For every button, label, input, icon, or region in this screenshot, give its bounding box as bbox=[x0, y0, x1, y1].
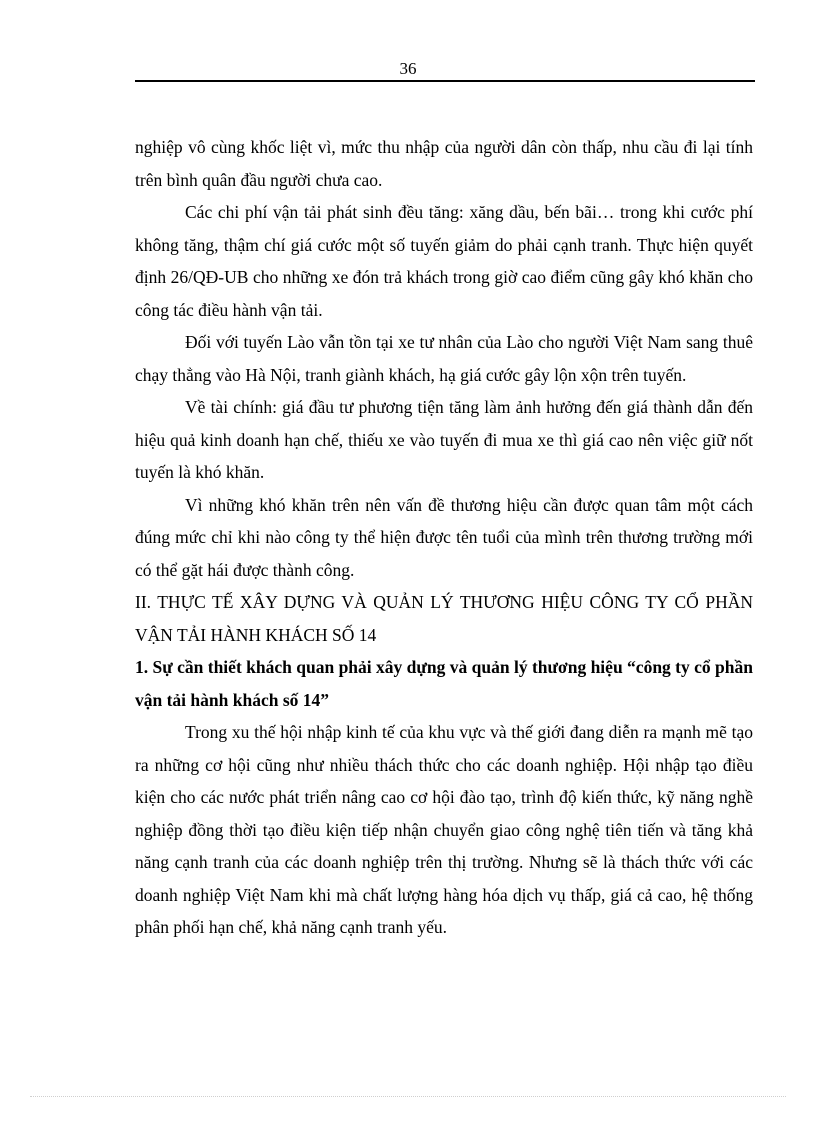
subsection-heading: 1. Sự cần thiết khách quan phải xây dựng và quản lý thương hiệu “công ty cổ phần vận tải hành khách số 14” bbox=[135, 657, 753, 710]
paragraph-integration: Trong xu thế hội nhập kinh tế của khu vực và thế giới đang diễn ra mạnh mẽ tạo ra những cơ hội cũng như nhiều thách thức cho các doanh nghiệp. Hội nhập tạo điều kiện cho các nước phát triển nâng cao cơ hội đào tạo, trình độ kiến thức, kỹ năng nghề nghiệp đồng thời tạo điều kiện tiếp nhận chuyển giao công nghệ tiên tiến và tăng khả năng cạnh tranh của các doanh nghiệp trên thị trường. Nhưng sẽ là thách thức với các doanh nghiệp Việt Nam khi mà chất lượng hàng hóa dịch vụ thấp, giá cả cao, hệ thống phân phối hạn chế, khả năng cạnh tranh yếu. bbox=[135, 722, 753, 937]
paragraph-brand-need: Vì những khó khăn trên nên vấn đề thương hiệu cần được quan tâm một cách đúng mức chỉ khi nào công ty thể hiện được tên tuổi của mình trên thương trường mới có thể gặt hái được thành công. bbox=[135, 494, 753, 580]
document-body bbox=[135, 131, 753, 944]
paragraph-laos-route: Đối với tuyến Lào vẫn tồn tại xe tư nhân của Lào cho người Việt Nam sang thuê chạy thẳng vào Hà Nội, tranh giành khách, hạ giá cước gây lộn xộn trên tuyến. bbox=[135, 332, 753, 385]
footer-rule bbox=[30, 1096, 786, 1097]
page-number: 36 bbox=[399, 59, 417, 78]
paragraph-continuation: nghiệp vô cùng khốc liệt vì, mức thu nhập của người dân còn thấp, nhu cầu đi lại tính trên bình quân đầu người chưa cao. bbox=[135, 137, 753, 190]
paragraph-finance: Về tài chính: giá đầu tư phương tiện tăng làm ảnh hưởng đến giá thành dẫn đến hiệu quả kinh doanh hạn chế, thiếu xe vào tuyến đi mua xe thì giá cao nên việc giữ nốt tuyến là khó khăn. bbox=[135, 397, 753, 482]
paragraph-costs: Các chi phí vận tải phát sinh đều tăng: xăng dầu, bến bãi… trong khi cước phí không tăng, thậm chí giá cước một số tuyến giảm do phải cạnh tranh. Thực hiện quyết định 26/QĐ-UB cho những xe đón trả khách trong giờ cao điểm cũng gây khó khăn cho công tác điều hành vận tải. bbox=[135, 202, 753, 320]
section-heading: II. THỰC TẾ XÂY DỰNG VÀ QUẢN LÝ THƯƠNG HIỆU CÔNG TY CỔ PHẦN VẬN TẢI HÀNH KHÁCH SỐ 14 bbox=[135, 592, 753, 645]
header-rule bbox=[135, 80, 755, 82]
